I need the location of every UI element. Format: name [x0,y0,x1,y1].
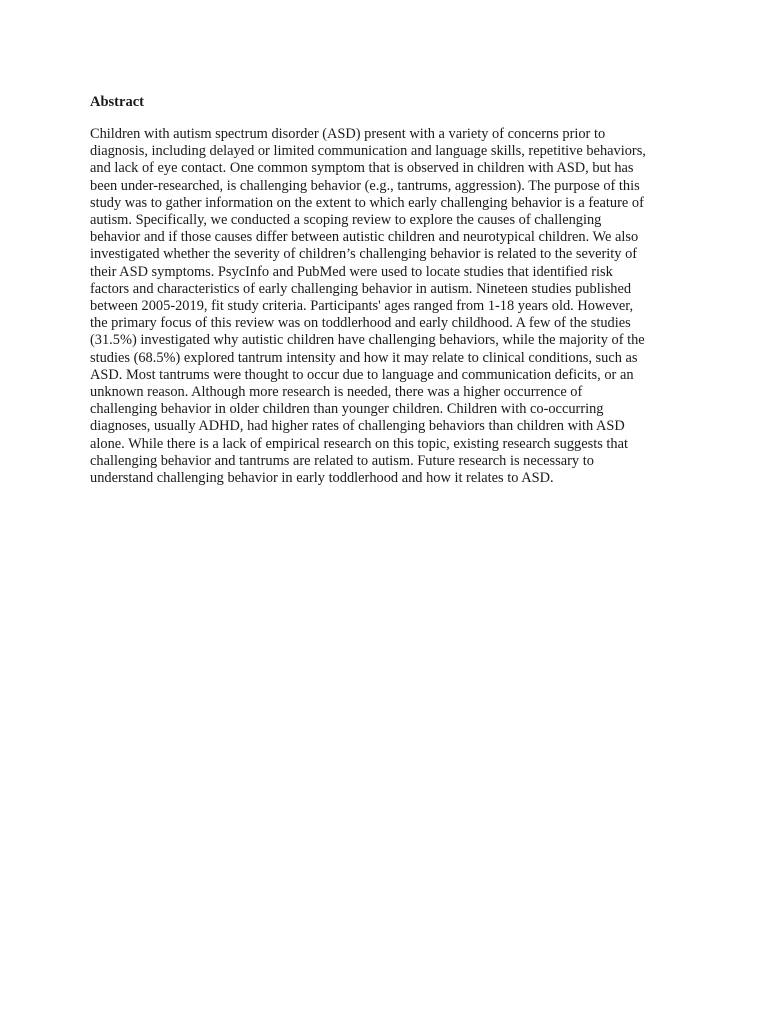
abstract-line: investigated whether the severity of children’s challenging behavior is related to the severity of [90,246,638,263]
abstract-line: challenging behavior in older children than younger children. Children with co-occurring [90,401,604,418]
abstract-line: study was to gather information on the extent to which early challenging behavior is a feature of [90,194,644,211]
abstract-line: understand challenging behavior in early toddlerhood and how it relates to ASD. [90,470,554,487]
abstract-line: unknown reason. Although more research is needed, there was a higher occurrence of [90,384,583,401]
abstract-line: (31.5%) investigated why autistic children have challenging behaviors, while the majority of the [90,332,645,349]
abstract-line: diagnoses, usually ADHD, had higher rates of challenging behaviors than children with ASD [90,418,625,435]
abstract-line: diagnosis, including delayed or limited communication and language skills, repetitive behaviors, [90,143,646,160]
abstract-heading: Abstract [90,94,144,110]
abstract-line: the primary focus of this review was on toddlerhood and early childhood. A few of the studies [90,315,631,332]
abstract-line: their ASD symptoms. PsycInfo and PubMed were used to locate studies that identified risk [90,263,613,280]
abstract-line: behavior and if those causes differ between autistic children and neurotypical children. We also [90,229,639,246]
abstract-line: factors and characteristics of early challenging behavior in autism. Nineteen studies published [90,280,632,297]
abstract-line: ASD. Most tantrums were thought to occur due to language and communication deficits, or an [90,366,634,383]
abstract-line: been under-researched, is challenging behavior (e.g., tantrums, aggression). The purpose of this [90,177,640,194]
abstract-line: Children with autism spectrum disorder (ASD) present with a variety of concerns prior to [90,126,606,142]
abstract-line: autism. Specifically, we conducted a scoping review to explore the causes of challenging [90,212,602,229]
abstract-line: and lack of eye contact. One common symptom that is observed in children with ASD, but has [90,160,634,177]
abstract-line: alone. While there is a lack of empirical research on this topic, existing research suggests that [90,435,628,452]
abstract-line: between 2005-2019, fit study criteria. Participants' ages ranged from 1-18 years old. However, [90,298,634,315]
abstract-line: challenging behavior and tantrums are related to autism. Future research is necessary to [90,452,594,469]
abstract-body [90,126,690,487]
abstract-line: studies (68.5%) explored tantrum intensity and how it may relate to clinical conditions, such as [90,349,638,366]
